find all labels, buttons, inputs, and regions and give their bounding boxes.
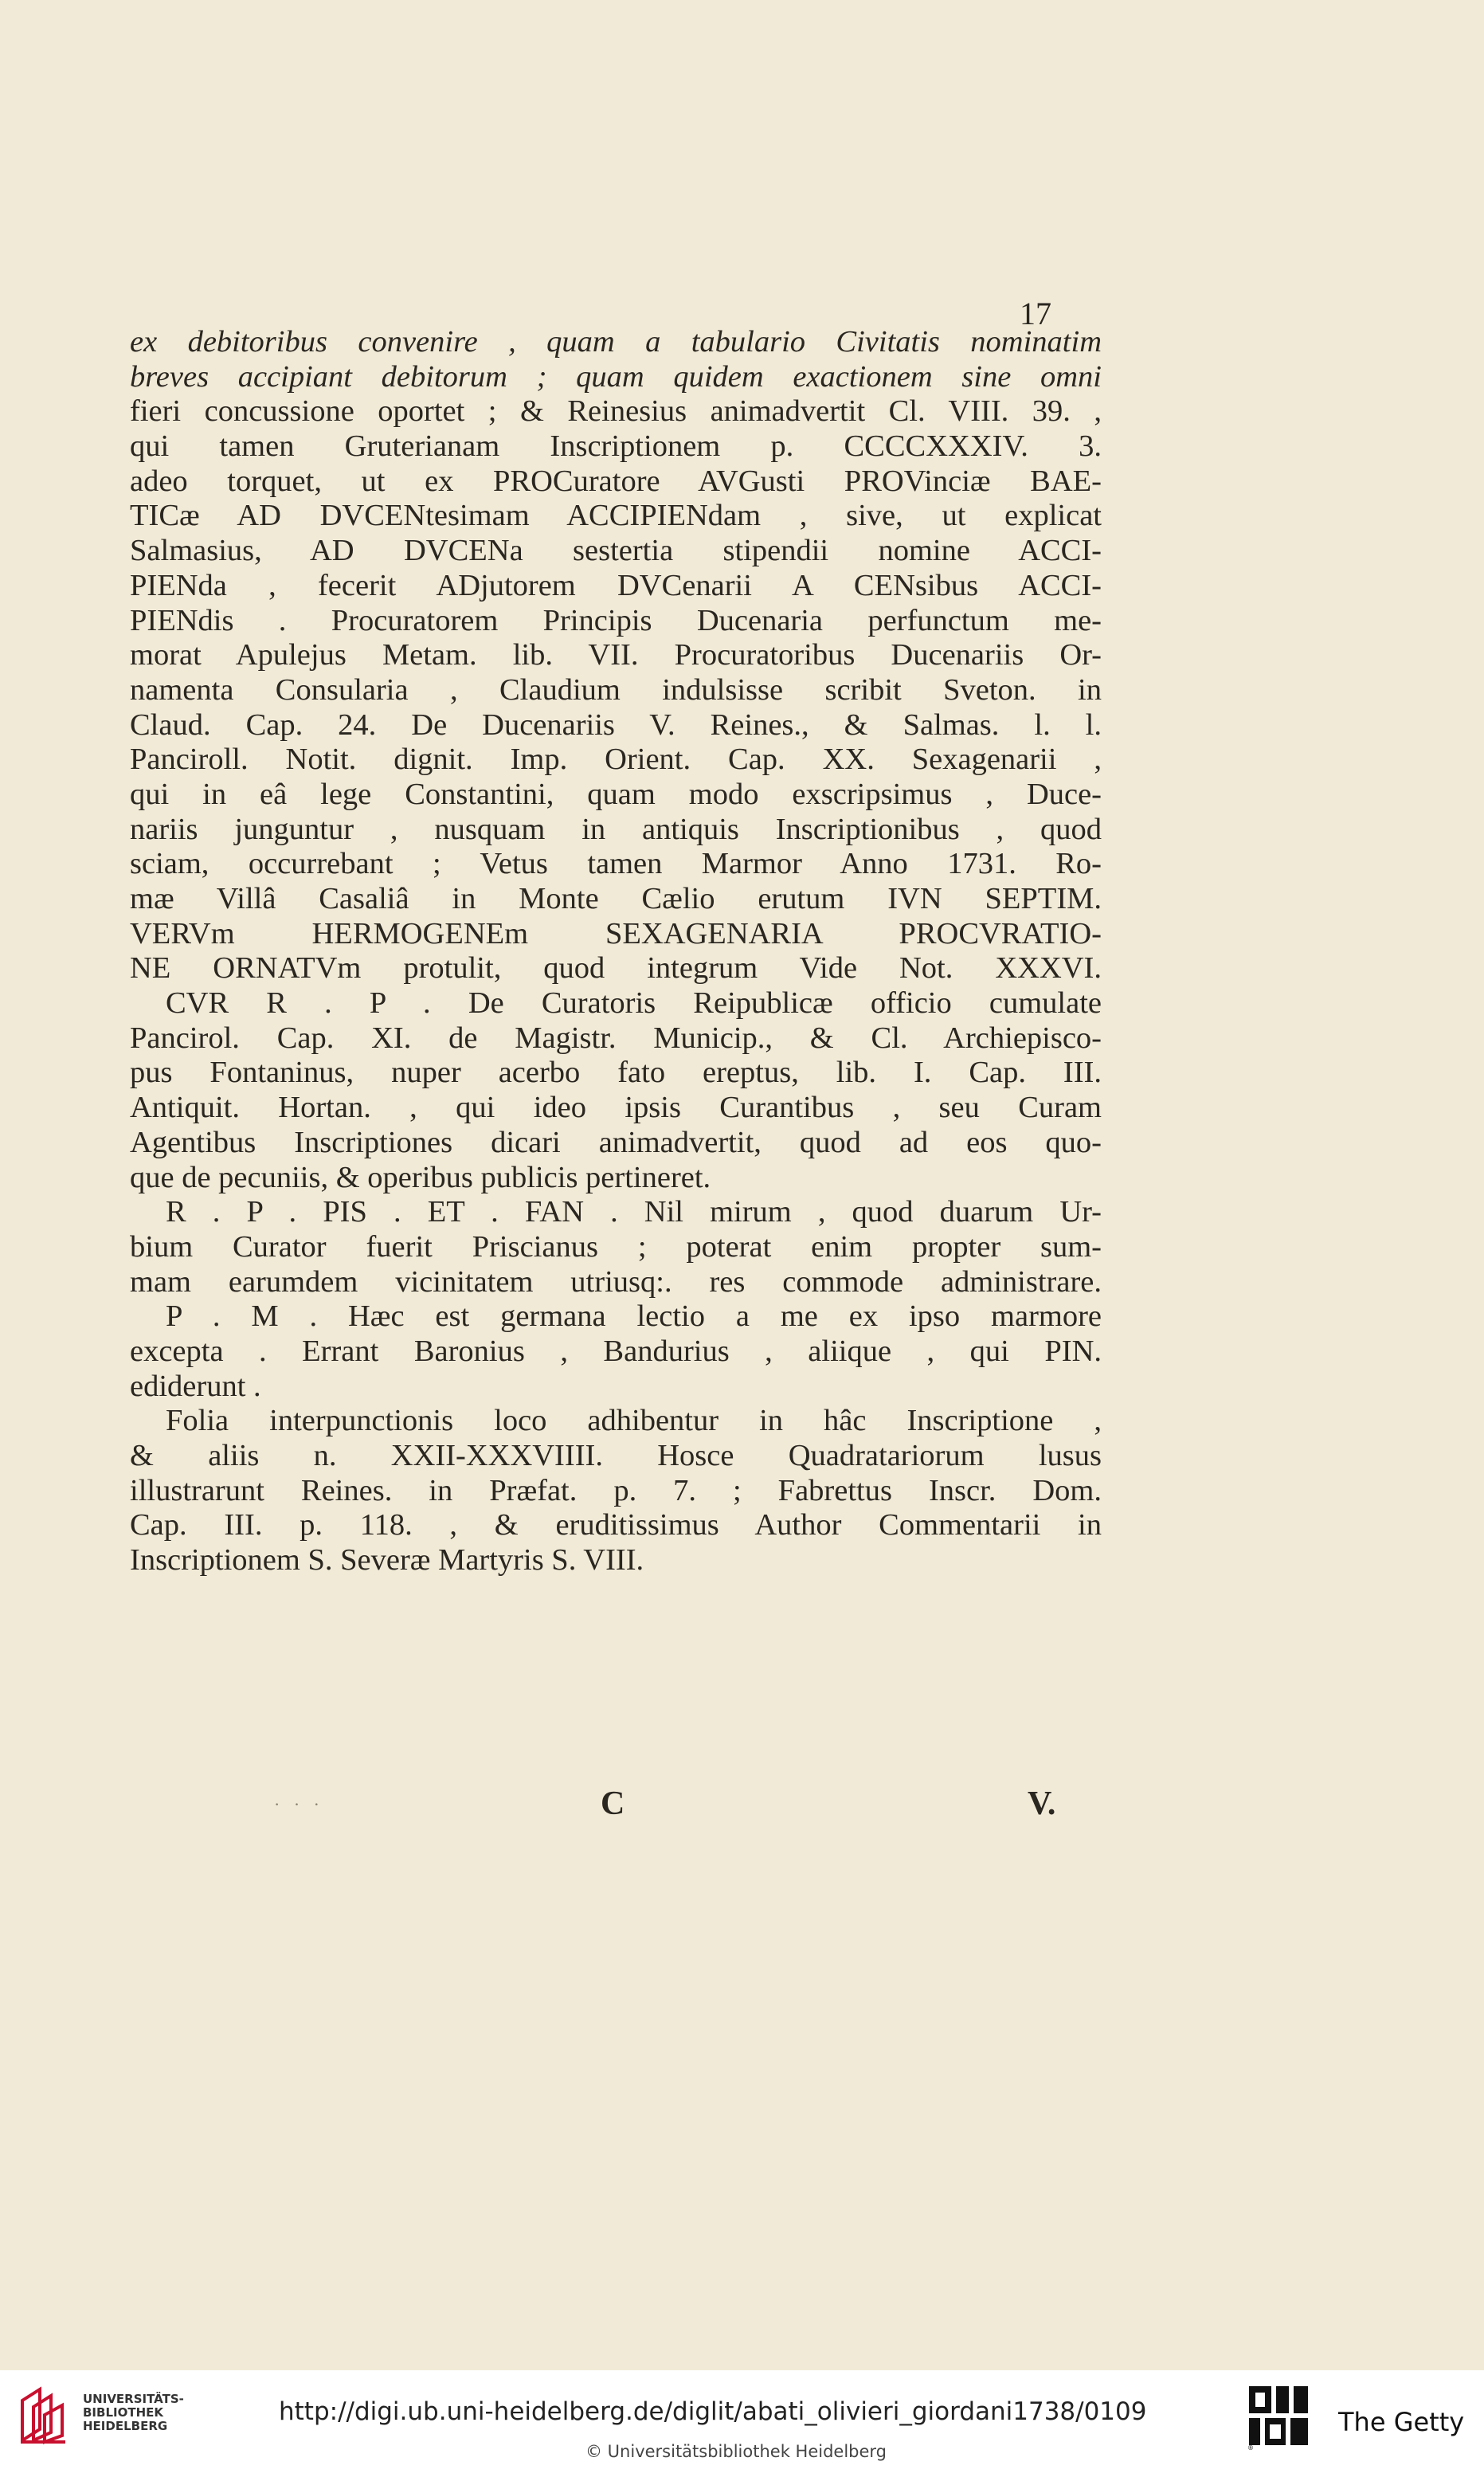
text-line: breves accipiant debitorum ; quam quidem exactionem sine omni — [130, 359, 1102, 394]
text-line: Salmasius, AD DVCENa sestertia stipendii nomine ACCI- — [130, 534, 1102, 568]
text-line: P . M . Hæc est germana lectio a me ex ipso marmore — [166, 1299, 1102, 1334]
library-name-line: BIBLIOTHEK — [83, 2405, 163, 2420]
catchword-row — [263, 1785, 1067, 1832]
partner-name: The Getty — [1338, 2407, 1465, 2437]
text-line: namenta Consularia , Claudium indulsisse scribit Sveton. in — [130, 672, 1102, 707]
text-line: fieri concussione oportet ; & Reinesius animadvertit Cl. VIII. 39. , — [130, 394, 1102, 429]
text-line: ex debitoribus convenire , quam a tabulario Civitatis nominatim — [130, 325, 1102, 359]
text-line: mæ Villâ Casaliâ in Monte Cælio erutum IVN SEPTIM. — [130, 882, 1102, 915]
permalink-url[interactable]: http://digi.ub.uni-heidelberg.de/diglit/abati_olivieri_giordani1738/0109 — [279, 2397, 1147, 2426]
body-text — [130, 325, 1102, 1578]
copyright-notice: © Universitätsbibliothek Heidelberg — [585, 2442, 887, 2461]
text-line: ediderunt . — [130, 1369, 261, 1403]
text-line: Cap. III. p. 118. , & eruditissimus Author Commentarii in — [130, 1508, 1102, 1542]
text-line: morat Apulejus Metam. lib. VII. Procuratoribus Ducenariis Or- — [130, 638, 1102, 672]
text-line: & aliis n. XXII-XXXVIIII. Hosce Quadratariorum lusus — [130, 1439, 1102, 1472]
text-line: Agentibus Inscriptiones dicari animadvertit, quod ad eos quo- — [130, 1125, 1102, 1159]
library-name — [83, 2393, 184, 2433]
text-line: nariis junguntur , nusquam in antiquis Inscriptionibus , quod — [130, 812, 1102, 846]
text-line: TICæ AD DVCENtesimam ACCIPIENdam , sive, ut explicat — [130, 499, 1102, 533]
text-line: Folia interpunctionis loco adhibentur in hâc Inscriptione , — [166, 1404, 1102, 1438]
text-line: R . P . PIS . ET . FAN . Nil mirum , quod duarum Ur- — [166, 1195, 1102, 1229]
text-line: qui in eâ lege Constantini, quam modo exscripsimus , Duce- — [130, 777, 1102, 811]
text-line: NE ORNATVm protulit, quod integrum Vide Not. XXXVI. — [130, 951, 1102, 986]
text-line: Inscriptionem S. Severæ Martyris S. VIII. — [130, 1543, 644, 1578]
page-number: 17 — [1020, 296, 1051, 331]
text-line: sciam, occurrebant ; Vetus tamen Marmor Anno 1731. Ro- — [130, 847, 1102, 881]
library-name-line: UNIVERSITÄTS- — [83, 2392, 184, 2406]
text-line: que de pecuniis, & operibus publicis pertineret. — [130, 1160, 711, 1194]
catchword-right: V. — [1028, 1785, 1056, 1822]
text-line: illustrarunt Reines. in Præfat. p. 7. ; Fabrettus Inscr. Dom. — [130, 1473, 1102, 1507]
ink-smudge-icon: · · · — [274, 1794, 324, 1814]
text-line: Panciroll. Notit. dignit. Imp. Orient. Cap. XX. Sexagenarii , — [130, 743, 1102, 777]
text-line: Pancirol. Cap. XI. de Magistr. Municip., & Cl. Archiepisco- — [130, 1021, 1102, 1055]
getty-logo-icon — [1247, 2385, 1310, 2450]
text-line: bium Curator fuerit Priscianus ; poterat enim propter sum- — [130, 1229, 1102, 1264]
text-line: adeo torquet, ut ex PROCuratore AVGusti PROVinciæ BAE- — [130, 464, 1102, 498]
text-line: mam earumdem vicinitatem utriusq:. res commode administrare. — [130, 1264, 1102, 1299]
text-line: CVR R . P . De Curatoris Reipublicæ officio cumulate — [166, 986, 1102, 1021]
text-line: pus Fontaninus, nuper acerbo fato ereptus, lib. I. Cap. III. — [130, 1056, 1102, 1090]
text-line: PIENda , fecerit ADjutorem DVCenarii A CENsibus ACCI- — [130, 568, 1102, 602]
text-line: Antiquit. Hortan. , qui ideo ipsis Curantibus , seu Curam — [130, 1091, 1102, 1125]
catchword-left: C — [601, 1785, 625, 1822]
text-line: PIENdis . Procuratorem Principis Ducenaria perfunctum me- — [130, 603, 1102, 637]
registered-mark: ® — [1247, 2444, 1254, 2450]
text-line: qui tamen Gruterianam Inscriptionem p. CCCCXXXIV. 3. — [130, 429, 1102, 464]
library-name-line: HEIDELBERG — [83, 2419, 168, 2433]
text-line: Claud. Cap. 24. De Ducenariis V. Reines., & Salmas. l. l. — [130, 707, 1102, 742]
text-line: VERVm HERMOGENEm SEXAGENARIA PROCVRATIO- — [130, 916, 1102, 950]
footer-bar — [0, 2370, 1484, 2481]
university-library-logo-icon — [16, 2383, 73, 2447]
text-line: excepta . Errant Baronius , Bandurius , aliique , qui PIN. — [130, 1334, 1102, 1368]
